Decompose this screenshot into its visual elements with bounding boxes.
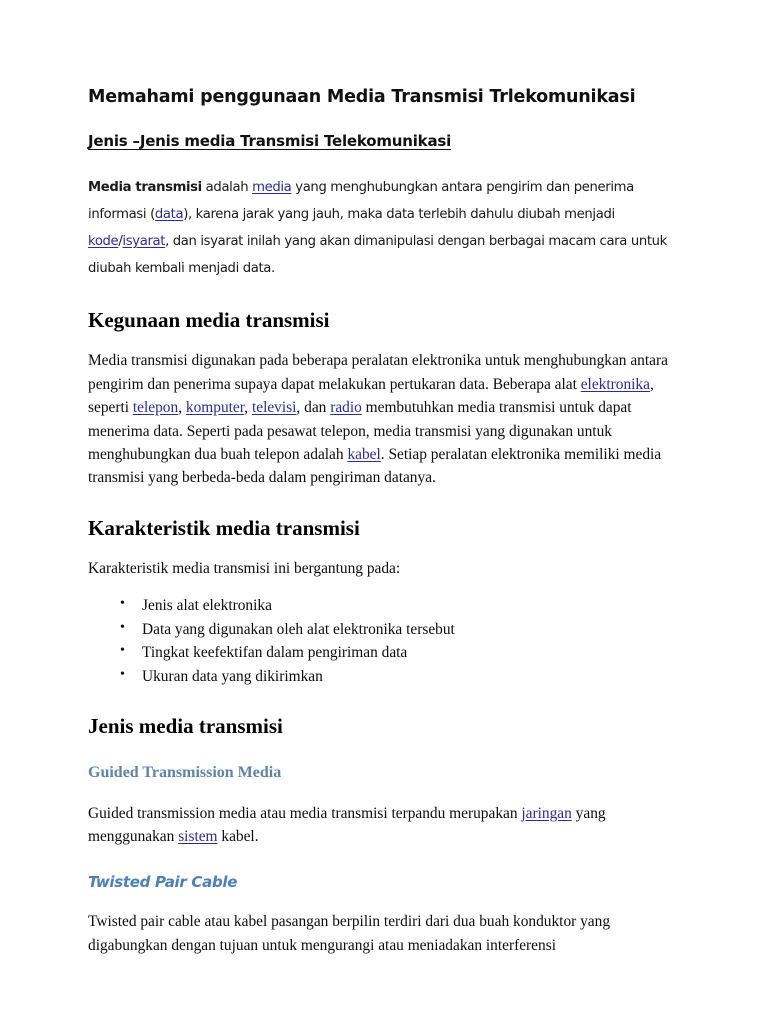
intro-text-2: yang menghubungkan antara pengirim dan penerima informasi ( bbox=[88, 179, 634, 222]
section-heading-kegunaan: Kegunaan media transmisi bbox=[88, 308, 330, 333]
link-isyarat[interactable]: isyarat bbox=[122, 234, 166, 250]
page-title: Memahami penggunaan Media Transmisi Trlekomunikasi bbox=[88, 87, 636, 107]
kegunaan-text-5: , dan bbox=[296, 399, 331, 417]
link-televisi[interactable]: televisi bbox=[251, 399, 297, 417]
section-heading-jenis: Jenis media transmisi bbox=[88, 713, 283, 738]
link-telepon[interactable]: telepon bbox=[132, 399, 179, 417]
kegunaan-text-6: membutuhkan media transmisi untuk dapat menerima data. Seperti pada pesawat telepon, media transmisi yang digunakan untuk menghubungkan dua buah telepon adalah bbox=[88, 399, 632, 463]
twisted-pair-paragraph: Twisted pair cable atau kabel pasangan berpilin terdiri dari dua buah konduktor yang digabungkan dengan tujuan untuk mengurangi atau meniadakan interferensi bbox=[88, 913, 611, 954]
list-item: • Tingkat keefektifan dalam pengiriman data bbox=[120, 641, 682, 664]
link-kode[interactable]: kode bbox=[88, 234, 119, 250]
link-kabel[interactable]: kabel bbox=[347, 445, 381, 463]
guided-text-2: yang menggunakan bbox=[88, 804, 606, 846]
karakteristik-bullet-list bbox=[88, 594, 682, 688]
list-item: • Ukuran data yang dikirimkan bbox=[120, 665, 682, 688]
link-elektronika[interactable]: elektronika bbox=[580, 375, 650, 393]
link-sistem[interactable]: sistem bbox=[178, 828, 218, 846]
document-content bbox=[88, 86, 682, 957]
kegunaan-text-7: . Setiap peralatan elektronika memiliki media transmisi yang berbeda-beda dalam pengiriman datanya. bbox=[88, 445, 662, 487]
guided-text-1: Guided transmission media atau media transmisi terpandu merupakan bbox=[88, 804, 522, 822]
intro-text-4: / bbox=[118, 234, 123, 250]
kegunaan-text-3: , bbox=[178, 399, 186, 417]
link-media[interactable]: media bbox=[252, 179, 292, 195]
intro-paragraph bbox=[88, 174, 682, 282]
intro-text-1: adalah bbox=[201, 179, 253, 195]
guided-text-3: kabel. bbox=[217, 828, 259, 846]
link-komputer[interactable]: komputer bbox=[185, 399, 245, 417]
intro-text-3: ), karena jarak yang jauh, maka data terlebih dahulu diubah menjadi bbox=[183, 206, 615, 222]
list-item: • Data yang digunakan oleh alat elektronika tersebut bbox=[120, 618, 682, 641]
subheading-twisted-pair-cable: Twisted Pair Cable bbox=[88, 872, 238, 891]
list-item: • Jenis alat elektronika bbox=[120, 594, 682, 617]
intro-lead: Media transmisi bbox=[88, 179, 202, 195]
kegunaan-paragraph bbox=[88, 349, 682, 489]
kegunaan-text-1: Media transmisi digunakan pada beberapa peralatan elektronika untuk menghubungkan antara pengirim dan penerima supaya dapat melakukan pertukaran data. Beberapa alat bbox=[88, 352, 668, 393]
link-radio[interactable]: radio bbox=[330, 399, 362, 417]
intro-text-5: , dan isyarat inilah yang akan dimanipulasi dengan berbagai macam cara untuk diubah kembali menjadi data. bbox=[88, 234, 667, 277]
section-heading-karakteristik: Karakteristik media transmisi bbox=[88, 515, 360, 540]
link-data[interactable]: data bbox=[154, 206, 184, 222]
link-jaringan[interactable]: jaringan bbox=[521, 804, 572, 822]
guided-paragraph bbox=[88, 802, 682, 849]
karakteristik-paragraph: Karakteristik media transmisi ini bergantung pada: bbox=[88, 559, 401, 577]
document-subtitle: Jenis –Jenis media Transmisi Telekomunikasi bbox=[88, 132, 452, 151]
subheading-guided-transmission-media: Guided Transmission Media bbox=[88, 764, 282, 782]
kegunaan-text-2: , seperti bbox=[88, 375, 654, 417]
kegunaan-text-4: , bbox=[244, 399, 252, 417]
